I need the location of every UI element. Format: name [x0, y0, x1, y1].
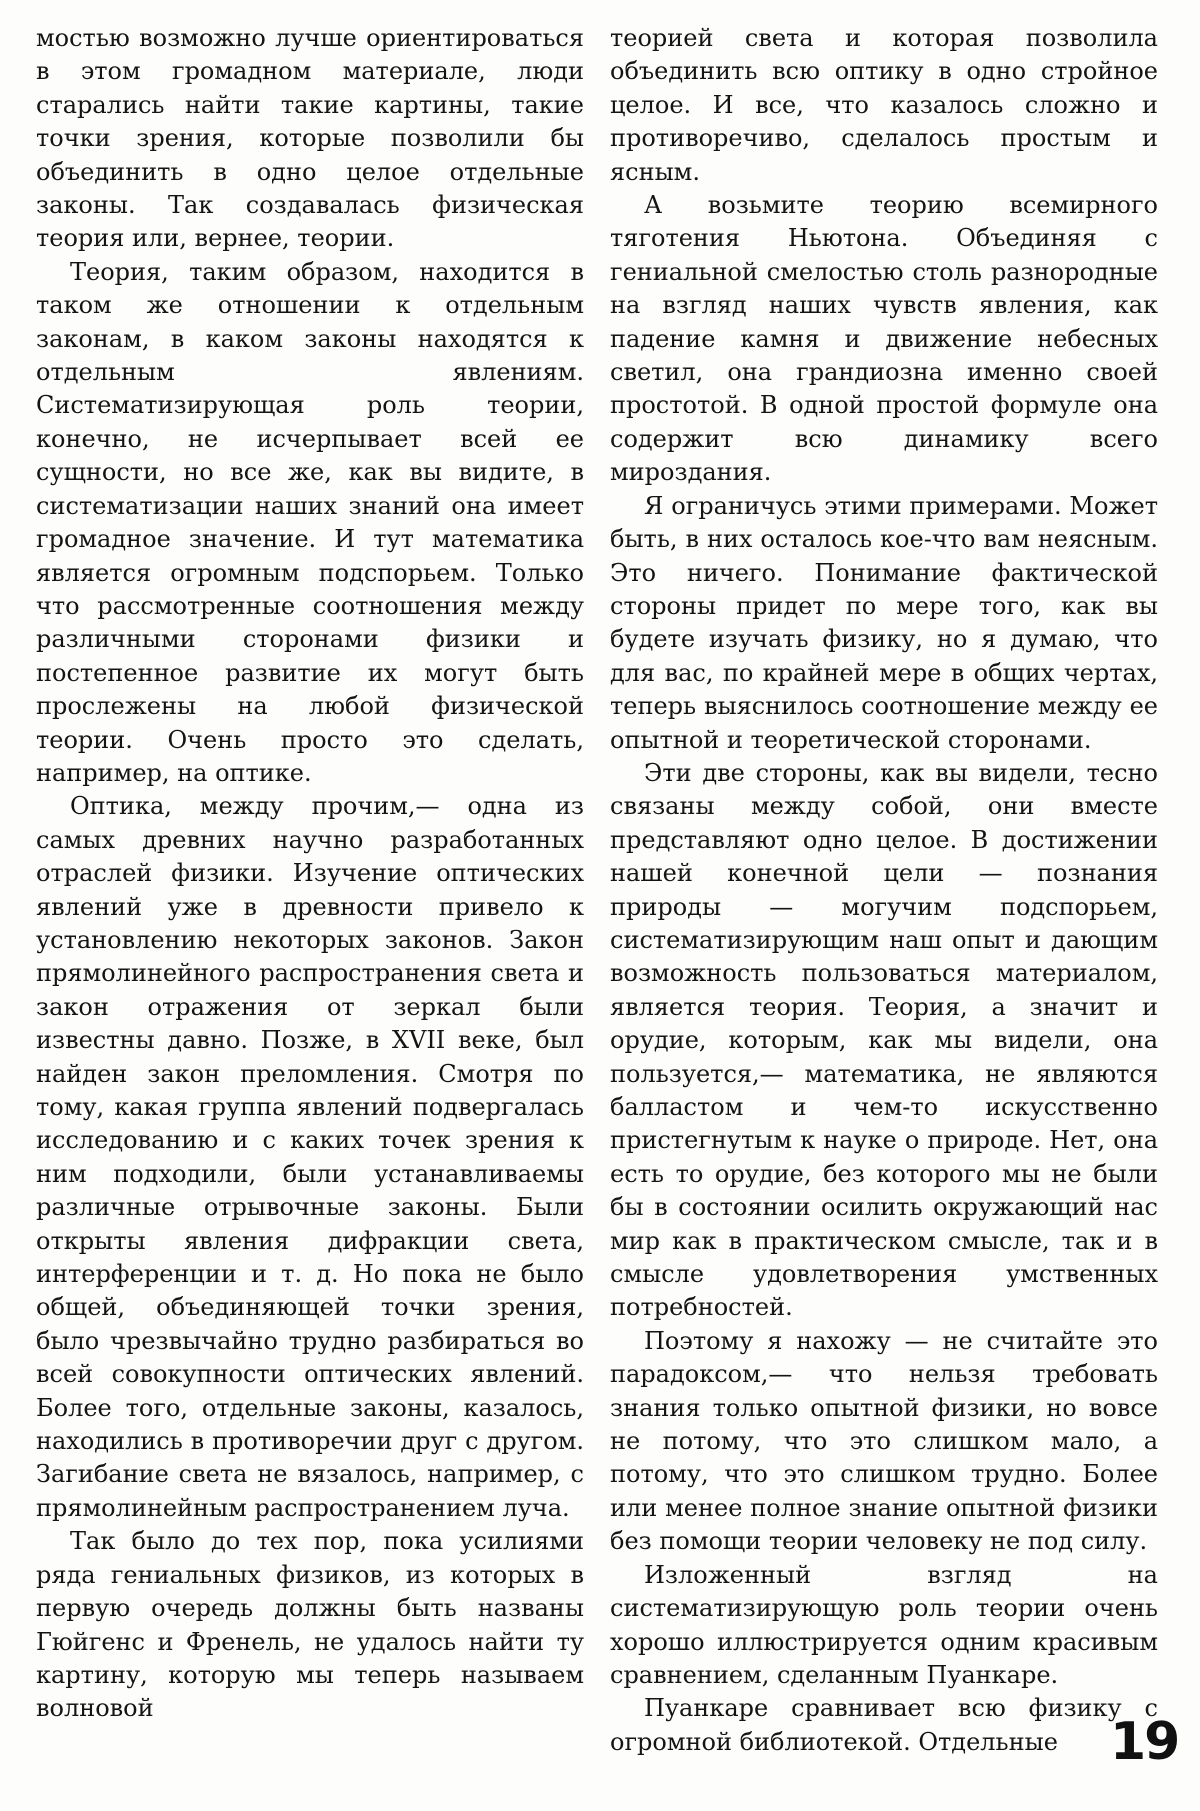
- paragraph: теорией света и которая позволила объединить всю оптику в одно стройное целое. И все, что казалось сложно и противоречиво, сделалось простым и ясным.: [610, 24, 1158, 186]
- paragraph: Оптика, между прочим,— одна из самых древних научно разработанных отраслей физики. Изучение оптических явлений уже в древности привело к установлению некоторых законов. Закон прямолинейного распространения света и закон отражения от зеркал были известны давно. Позже, в XVII веке, был найден закон преломления. Смотря по тому, какая группа явлений подвергалась исследованию и с каких точек зрения к ним подходили, были устанавливаемы различные отрывочные законы. Были открыты явления дифракции света, интерференции и т. д. Но пока не было общей, объединяющей точки зрения, было чрезвычайно трудно разбираться во всей совокупности оптических явлений. Более того, отдельные законы, казалось, находились в противоречии друг с другом. Загибание света не вязалось, например, с прямолинейным распространением луча.: [36, 792, 584, 1522]
- paragraph: Пуанкаре сравнивает всю физику с огромной библиотекой. Отдельные: [610, 1694, 1158, 1756]
- paragraph: мостью возможно лучше ориентироваться в этом громадном материале, люди старались найти такие картины, такие точки зрения, которые позволили бы объединить в одно целое отдельные законы. Так создавалась физическая теория или, вернее, теории.: [36, 24, 584, 253]
- paragraph: Изложенный взгляд на систематизирующую роль теории очень хорошо иллюстрируется одним красивым сравнением, сделанным Пуанкаре.: [610, 1560, 1158, 1689]
- right-text-column: [610, 22, 1158, 1759]
- paragraph: Эти две стороны, как вы видели, тесно связаны между собой, они вместе представляют одно целое. В достижении нашей конечной цели — познания природы — могучим подспорьем, систематизирующим наш опыт и дающим возможность пользоваться материалом, является теория. Теория, а значит и орудие, которым, как мы видели, она пользуется,— математика, не являются балластом и чем-то искусственно пристегнутым к науке о природе. Нет, она есть то орудие, без которого мы не были бы в состоянии осилить окружающий нас мир как в практическом смысле, так и в смысле удовлетворения умственных потребностей.: [610, 758, 1158, 1322]
- paragraph: Так было до тех пор, пока усилиями ряда гениальных физиков, из которых в первую очередь должны быть названы Гюйгенс и Френель, не удалось найти ту картину, которую мы теперь называем волновой: [36, 1527, 584, 1723]
- left-text-column: [36, 22, 584, 1726]
- paragraph: Теория, таким образом, находится в таком же отношении к отдельным законам, в каком законы находятся к отдельным явлениям. Систематизирующая роль теории, конечно, не исчерпывает всей ее сущности, но все же, как вы видите, в систематизации наших знаний она имеет громадное значение. И тут математика является огромным подспорьем. Только что рассмотренные соотношения между различными сторонами физики и постепенное развитие их могут быть прослежены на любой физической теории. Очень просто это сделать, например, на оптике.: [36, 257, 584, 787]
- page-number: 19: [1110, 1712, 1179, 1772]
- paragraph: А возьмите теорию всемирного тяготения Ньютона. Объединяя с гениальной смелостью столь разнородные на взгляд наших чувств явления, как падение камня и движение небесных светил, она грандиозна именно своей простотой. В одной простой формуле она содержит всю динамику всего мироздания.: [610, 191, 1158, 487]
- paragraph: Поэтому я нахожу — не считайте это парадоксом,— что нельзя требовать знания только опытной физики, но вовсе не потому, что это слишком мало, а потому, что это слишком трудно. Более или менее полное знание опытной физики без помощи теории человеку не под силу.: [610, 1326, 1158, 1556]
- paragraph: Я ограничусь этими примерами. Может быть, в них осталось кое-что вам неясным. Это ничего. Понимание фактической стороны придет по мере того, как вы будете изучать физику, но я думаю, что для вас, по крайней мере в общих чертах, теперь выяснилось соотношение между ее опытной и теоретической сторонами.: [610, 491, 1158, 754]
